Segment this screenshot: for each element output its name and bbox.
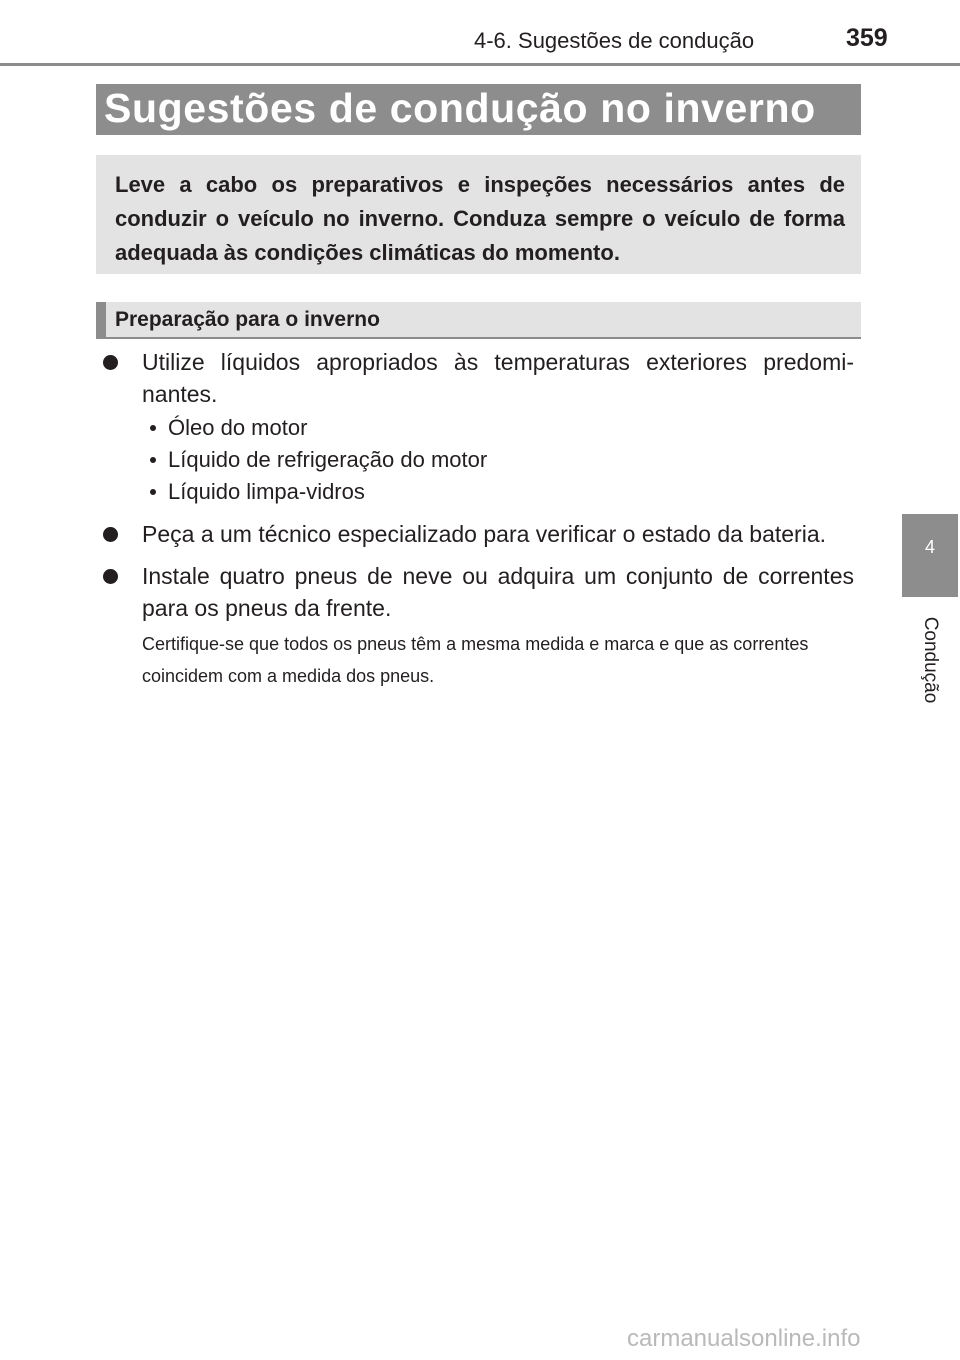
sub-bullet-icon <box>150 489 156 495</box>
sub-bullet-icon <box>150 425 156 431</box>
sub-list-item <box>142 476 861 508</box>
intro-text: Leve a cabo os preparativos e inspeções necessários antes de conduzir o veículo no inverno. Conduza sempre o veículo de forma adequada às condições climáticas do momento. <box>115 172 845 265</box>
sub-item-text: Óleo do motor <box>168 415 308 440</box>
running-header-section: 4-6. Sugestões de condução <box>474 28 755 53</box>
bullet-dot-icon <box>103 355 118 370</box>
chapter-number: 4 <box>924 537 935 557</box>
bullet-item <box>96 518 861 550</box>
bullet-dot-icon <box>103 569 118 584</box>
chapter-label-text: Condução <box>920 616 941 704</box>
sub-bullet-icon <box>150 457 156 463</box>
sub-list-item <box>142 412 861 444</box>
bullet-text: Utilize líquidos apropriados às temperaturas exteriores predomi-nantes. <box>142 349 854 407</box>
note-text: Certifique-se que todos os pneus têm a mesma medida e marca e que as correntes coincidem com a medida dos pneus. <box>142 634 809 686</box>
watermark: carmanualsonline.info <box>627 1325 861 1352</box>
sub-list <box>142 412 861 508</box>
bullet-text: Peça a um técnico especializado para verificar o estado da bateria. <box>142 521 827 547</box>
sub-item-text: Líquido limpa-vidros <box>168 479 365 504</box>
section-heading-accent <box>96 302 106 339</box>
bullet-dot-icon <box>103 527 118 542</box>
bullet-item <box>96 346 861 508</box>
sub-list-item <box>142 444 861 476</box>
bullet-text: Instale quatro pneus de neve ou adquira um conjunto de correntes para os pneus da frente. <box>142 563 854 621</box>
bullet-list <box>96 346 861 692</box>
header-rule <box>0 63 960 66</box>
page-title: Sugestões de condução no inverno <box>104 85 816 131</box>
section-heading: Preparação para o inverno <box>115 308 380 331</box>
sub-item-text: Líquido de refrigeração do motor <box>168 447 488 472</box>
page-number: 359 <box>846 24 888 52</box>
bullet-item <box>96 560 861 624</box>
